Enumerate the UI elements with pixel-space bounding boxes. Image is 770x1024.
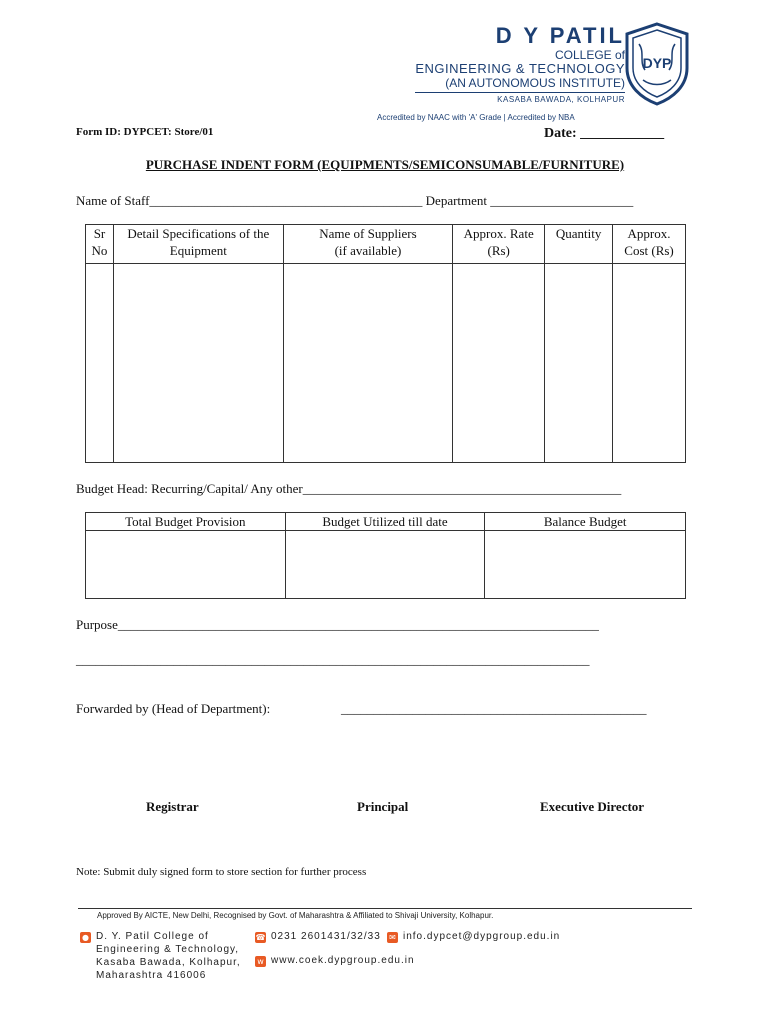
cell-budget-utilized[interactable] [285, 531, 485, 599]
address-line: Engineering & Technology, [96, 944, 240, 955]
address-line: Maharashtra 416006 [96, 970, 207, 981]
date-field[interactable]: Date: ____________ [544, 126, 665, 141]
footer-phone[interactable]: 0231 2601431/32/33 [271, 931, 381, 942]
col-budget-utilized: Budget Utilized till date [285, 513, 485, 531]
cell-detail-specifications[interactable] [113, 264, 283, 463]
location-line: KASABA BAWADA, KOLHAPUR [497, 95, 625, 104]
autonomous-line: (AN AUTONOMOUS INSTITUTE) [445, 76, 625, 90]
budget-table [85, 512, 686, 599]
footer-divider [78, 908, 692, 909]
staff-department-line[interactable]: Name of Staff__________________________________________ Department ______________________ [76, 193, 634, 208]
college-line: COLLEGE of [554, 48, 625, 62]
footer-address [96, 930, 241, 982]
phone-icon: ☎ [255, 933, 266, 942]
form-title: PURCHASE INDENT FORM (EQUIPMENTS/SEMICONSUMABLE/FURNITURE) [145, 157, 625, 172]
note-text: Note: Submit duly signed form to store section for further process [76, 866, 367, 878]
location-pin-icon: ● [80, 932, 91, 943]
institute-logo-text [415, 24, 625, 106]
table-row [86, 531, 686, 599]
col-approx-cost: Approx. Cost (Rs) [613, 225, 686, 264]
items-table-header [86, 225, 686, 264]
email-icon: ✉ [387, 932, 398, 943]
col-quantity: Quantity [545, 225, 613, 264]
cell-balance-budget[interactable] [485, 531, 686, 599]
seal-text: DYP [642, 55, 672, 71]
form-id: Form ID: DYPCET: Store/01 [76, 126, 214, 138]
budget-head-line[interactable]: Budget Head: Recurring/Capital/ Any other_________________________________________________ [76, 481, 622, 496]
cell-suppliers[interactable] [283, 264, 453, 463]
registrar-signature-label: Registrar [146, 799, 199, 814]
address-line: Kasaba Bawada, Kolhapur, [96, 957, 241, 968]
col-balance-budget: Balance Budget [485, 513, 686, 531]
forwarded-by-signature-line[interactable]: _______________________________________________ [341, 701, 647, 716]
institute-seal-icon [623, 22, 691, 106]
engineering-line: ENGINEERING & TECHNOLOGY [415, 61, 625, 76]
cell-total-budget-provision[interactable] [86, 531, 286, 599]
executive-director-signature-label: Executive Director [540, 799, 645, 814]
budget-table-header [86, 513, 686, 531]
footer-website[interactable]: www.coek.dypgroup.edu.in [271, 955, 415, 966]
col-sr-no: Sr No [86, 225, 114, 264]
col-approx-rate: Approx. Rate (Rs) [453, 225, 545, 264]
accreditation-text: Accredited by NAAC with 'A' Grade | Accredited by NBA [377, 113, 575, 122]
cell-approx-rate[interactable] [453, 264, 545, 463]
footer-email[interactable]: info.dypcet@dypgroup.edu.in [403, 931, 561, 942]
logo-divider [415, 92, 625, 93]
address-line: D. Y. Patil College of [96, 931, 209, 942]
principal-signature-label: Principal [357, 799, 409, 814]
table-row [86, 264, 686, 463]
cell-approx-cost[interactable] [613, 264, 686, 463]
brand-name: D Y PATIL [495, 23, 625, 48]
forwarded-by-label: Forwarded by (Head of Department): [76, 701, 271, 716]
col-suppliers: Name of Suppliers (if available) [283, 225, 453, 264]
web-icon: w [255, 956, 266, 967]
purpose-line-2[interactable]: _______________________________________________________________________________ [76, 652, 590, 667]
cell-quantity[interactable] [545, 264, 613, 463]
col-total-budget-provision: Total Budget Provision [86, 513, 286, 531]
purpose-line[interactable]: Purpose__________________________________________________________________________ [76, 617, 599, 632]
footer-approval-text: Approved By AICTE, New Delhi, Recognised by Govt. of Maharashtra & Affiliated to Shivaji University, Kolhapur. [97, 911, 494, 920]
cell-sr-no[interactable] [86, 264, 114, 463]
items-table [85, 224, 686, 463]
col-detail-specifications: Detail Specifications of the Equipment [113, 225, 283, 264]
